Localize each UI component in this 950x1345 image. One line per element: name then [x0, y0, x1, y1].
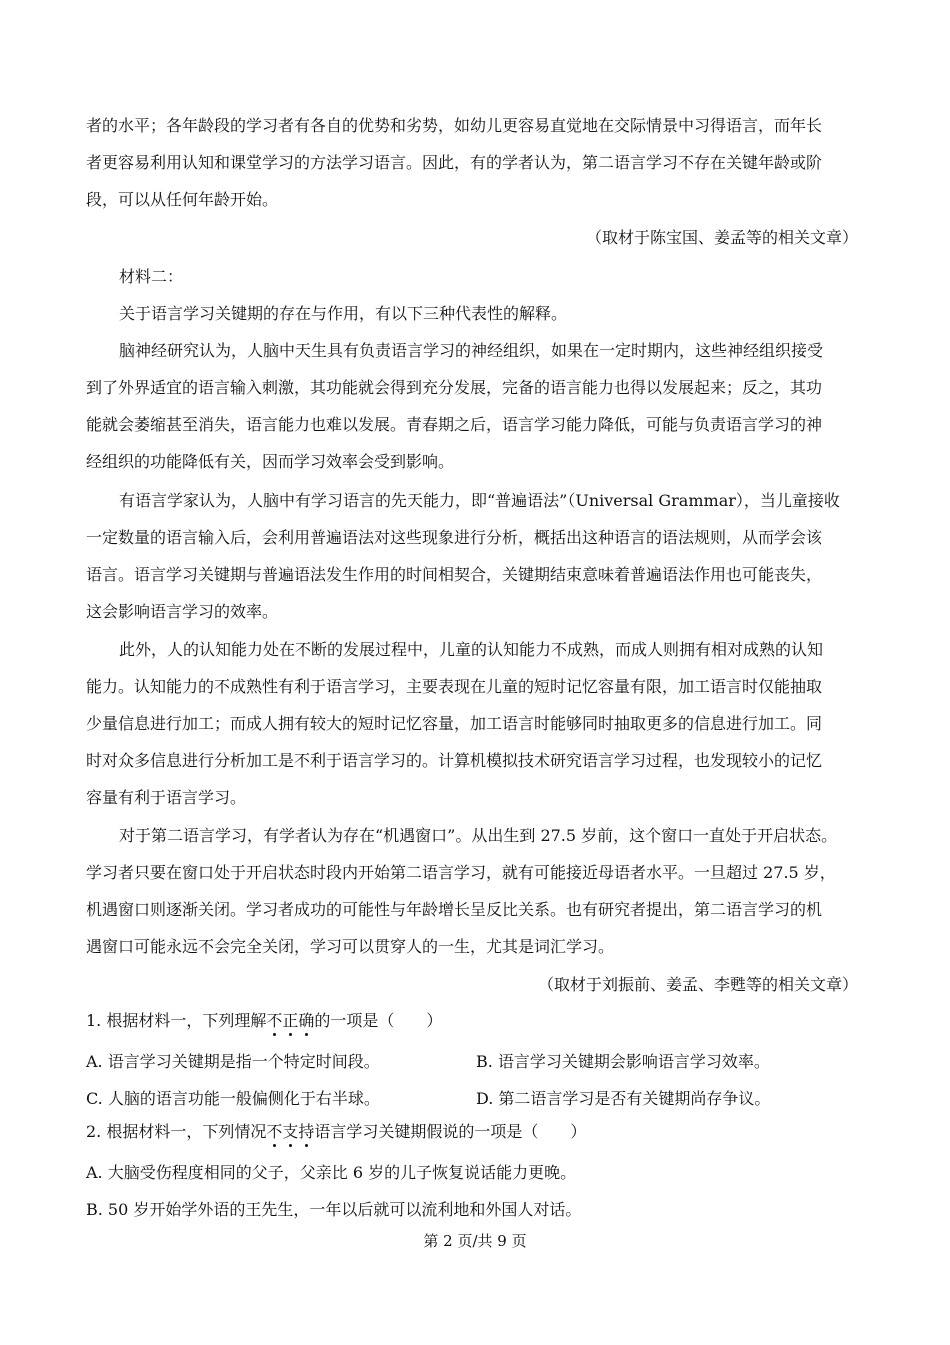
emphasis-char: 正 [282, 1011, 299, 1030]
paragraph-window-line-2: 学习者只要在窗口处于开启状态时段内开始第二语言学习，就有可能接近母语者水平。一旦超过 27.5 岁， [86, 863, 836, 882]
paragraph-window-line-3: 机遇窗口则逐渐关闭。学习者成功的可能性与年龄增长呈反比关系。也有研究者提出，第二语言学习的机 [86, 900, 823, 919]
question-1-stem [86, 1011, 866, 1031]
material1-line-2: 者更容易利用认知和课堂学习的方法学习语言。因此，有的学者认为，第二语言学习不存在关键年龄或阶 [86, 153, 823, 172]
question-2-option-a[interactable]: A. 大脑受伤程度相同的父子，父亲比 6 岁的儿子恢复说话能力更晚。 [86, 1163, 577, 1182]
emphasis-char: 不 [266, 1011, 283, 1030]
source-citation-2: （取材于刘振前、姜孟、李甦等的相关文章） [537, 975, 858, 994]
material2-intro: 关于语言学习关键期的存在与作用，有以下三种代表性的解释。 [119, 304, 568, 323]
question-2-text-post: 语言学习关键期假说的一项是（ ） [314, 1122, 587, 1141]
question-2-text-pre: 2. 根据材料一，下列情况 [86, 1122, 267, 1141]
paragraph-grammar-line-4: 这会影响语言学习的效率。 [86, 602, 279, 621]
paragraph-window-line-4: 遇窗口可能永远不会完全关闭，学习可以贯穿人的一生，尤其是词汇学习。 [86, 937, 615, 956]
question-1-option-c[interactable]: C. 人脑的语言功能一般偏侧化于右半球。 [86, 1089, 380, 1108]
paragraph-neural-line-3: 能就会萎缩甚至消失，语言能力也难以发展。青春期之后，语言学习能力降低，可能与负责语言学习的神 [86, 415, 823, 434]
paragraph-grammar-line-1: 有语言学家认为，人脑中有学习语言的先天能力，即“普遍语法”（Universal Grammar），当儿童接收 [119, 491, 840, 510]
question-1-option-d[interactable]: D. 第二语言学习是否有关键期尚存争议。 [476, 1089, 771, 1108]
emphasis-char: 不 [266, 1122, 283, 1141]
paragraph-grammar-line-3: 语言。语言学习关键期与普遍语法发生作用的时间相契合，关键期结束意味着普遍语法作用也可能丧失， [86, 565, 823, 584]
paragraph-cognition-line-2: 能力。认知能力的不成熟性有利于语言学习，主要表现在儿童的短时记忆容量有限，加工语言时仅能抽取 [86, 677, 823, 696]
page-number-footer: 第 2 页/共 9 页 [423, 1232, 527, 1250]
paragraph-grammar-line-2: 一定数量的语言输入后，会利用普遍语法对这些现象进行分析，概括出这种语言的语法规则，从而学会该 [86, 528, 823, 547]
emphasis-char: 确 [298, 1011, 315, 1030]
question-1-text-pre: 1. 根据材料一，下列理解 [86, 1011, 267, 1030]
paragraph-neural-line-1: 脑神经研究认为，人脑中天生具有负责语言学习的神经组织，如果在一定时期内，这些神经组织接受 [119, 341, 824, 360]
paragraph-cognition-line-1: 此外，人的认知能力处在不断的发展过程中，儿童的认知能力不成熟，而成人则拥有相对成熟的认知 [119, 640, 824, 659]
question-2-option-b[interactable]: B. 50 岁开始学外语的王先生，一年以后就可以流利地和外国人对话。 [86, 1200, 582, 1219]
material1-line-3: 段，可以从任何年龄开始。 [86, 190, 279, 209]
source-citation-1: （取材于陈宝国、姜孟等的相关文章） [585, 228, 858, 247]
paragraph-window-line-1: 对于第二语言学习，有学者认为存在“机遇窗口”。从出生到 27.5 岁前，这个窗口一直处于开启状态。 [119, 826, 838, 845]
question-1-text-post: 的一项是（ ） [314, 1011, 443, 1030]
paragraph-cognition-line-4: 时对众多信息进行分析加工是不利于语言学习的。计算机模拟技术研究语言学习过程，也发现较小的记忆 [86, 751, 823, 770]
question-1-option-a[interactable]: A. 语言学习关键期是指一个特定时间段。 [86, 1052, 380, 1071]
material2-title: 材料二： [119, 267, 184, 286]
paragraph-cognition-line-5: 容量有利于语言学习。 [86, 788, 247, 807]
paragraph-neural-line-2: 到了外界适宜的语言输入刺激，其功能就会得到充分发展，完备的语言能力也得以发展起来；反之，其功 [86, 378, 823, 397]
paragraph-neural-line-4: 经组织的功能降低有关，因而学习效率会受到影响。 [86, 452, 455, 471]
question-1-option-b[interactable]: B. 语言学习关键期会影响语言学习效率。 [476, 1052, 770, 1071]
question-2-stem [86, 1122, 866, 1142]
material1-line-1: 者的水平；各年龄段的学习者有各自的优势和劣势，如幼儿更容易直觉地在交际情景中习得语言，而年长 [86, 116, 823, 135]
emphasis-char: 持 [298, 1122, 315, 1141]
emphasis-char: 支 [282, 1122, 299, 1141]
paragraph-cognition-line-3: 少量信息进行加工；而成人拥有较大的短时记忆容量，加工语言时能够同时抽取更多的信息进行加工。同 [86, 714, 823, 733]
